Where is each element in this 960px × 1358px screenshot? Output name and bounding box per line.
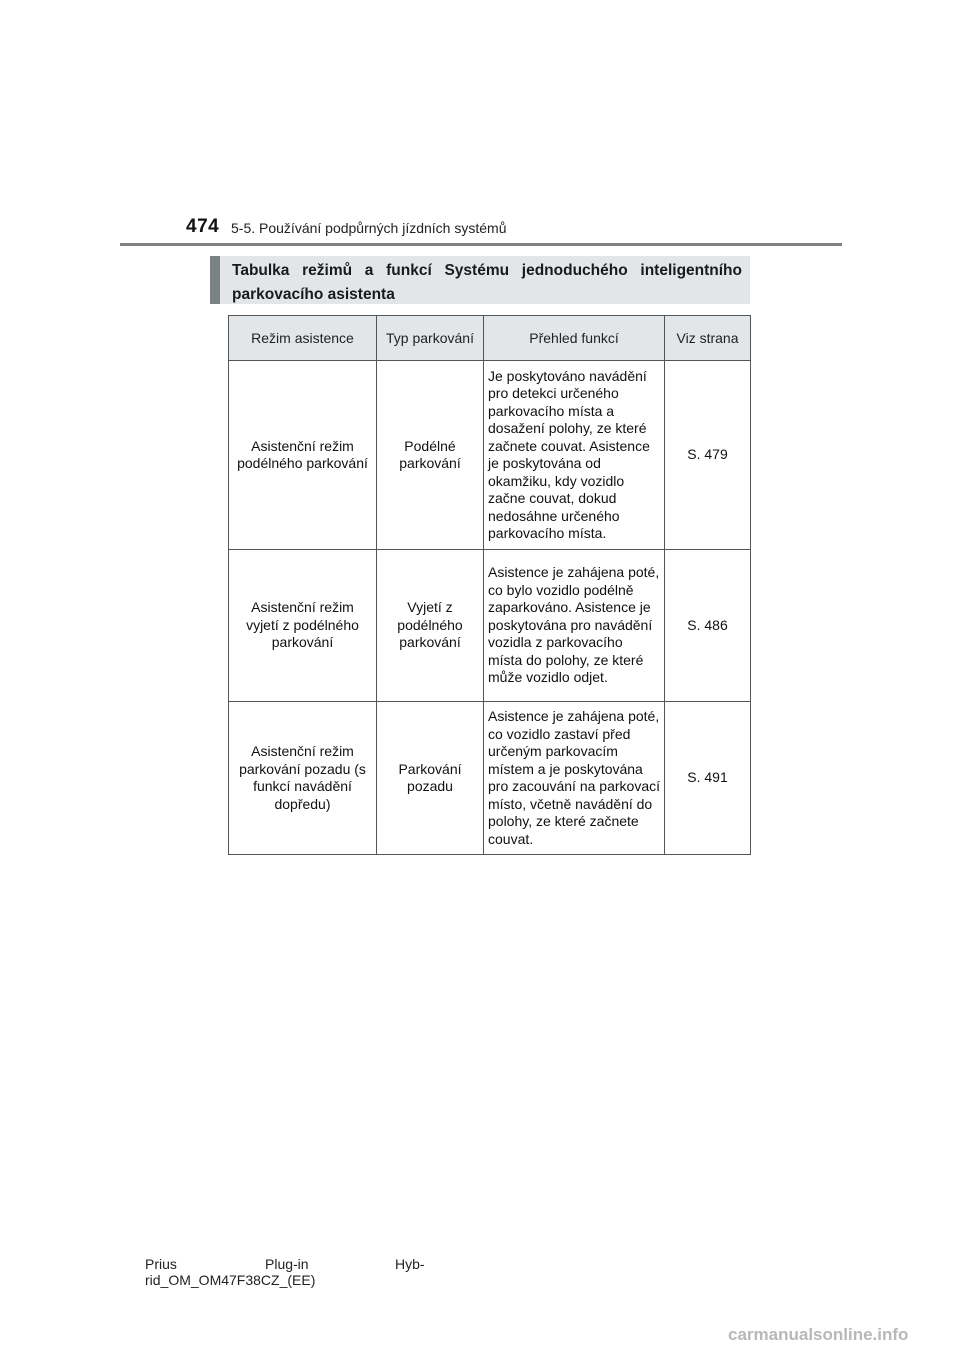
table-row: [229, 702, 751, 855]
table-row: [229, 550, 751, 702]
footer-plugin: Plug-in: [265, 1256, 309, 1272]
cell-type: Podélné parkování: [377, 361, 484, 550]
cell-mode: Asistenční režim podélného parkování: [229, 361, 377, 550]
footer-model: Prius: [145, 1256, 177, 1272]
cell-page: S. 491: [665, 702, 751, 855]
table-header-row: [229, 316, 751, 361]
cell-overview: Asistence je zahájena poté, co vozidlo zastaví před určeným parkovacím místem a je poskytována pro zacouvání na parkovací místo, včetně navádění do polohy, ze které začnete couvat.: [484, 702, 665, 855]
watermark: carmanualsonline.info: [728, 1325, 909, 1344]
col-header-overview: Přehled funkcí: [484, 316, 665, 361]
box-heading: [210, 256, 750, 304]
footer-code: rid_OM_OM47F38CZ_(EE): [145, 1272, 316, 1288]
footer-hyb: Hyb-: [395, 1256, 425, 1272]
box-heading-text: Tabulka režimů a funkcí Systému jednoduchého inteligentního parkovacího asistenta: [232, 262, 742, 303]
header-rule: [120, 243, 842, 246]
cell-overview: Asistence je zahájena poté, co bylo vozidlo podélně zaparkováno. Asistence je poskytována pro navádění vozidla z parkovacího místa do polohy, ze které může vozidlo odjet.: [484, 550, 665, 702]
col-header-mode: Režim asistence: [229, 316, 377, 361]
cell-overview: Je poskytováno navádění pro detekci určeného parkovacího místa a dosažení polohy, ze které začnete couvat. Asistence je poskytována od okamžiku, kdy vozidlo začne couvat, dokud nedosáhne určeného parkovacího místa.: [484, 361, 665, 550]
cell-type: Parkování pozadu: [377, 702, 484, 855]
cell-mode: Asistenční režim parkování pozadu (s funkcí navádění dopředu): [229, 702, 377, 855]
modes-table: [228, 315, 751, 855]
page-number: 474: [186, 216, 220, 237]
cell-mode: Asistenční režim vyjetí z podélného parkování: [229, 550, 377, 702]
cell-type: Vyjetí z podélného parkování: [377, 550, 484, 702]
col-header-type: Typ parkování: [377, 316, 484, 361]
cell-page: S. 479: [665, 361, 751, 550]
table-row: [229, 361, 751, 550]
cell-page: S. 486: [665, 550, 751, 702]
footer-doc-id: [145, 1256, 425, 1288]
section-title: 5-5. Používání podpůrných jízdních systémů: [231, 220, 507, 236]
col-header-page: Viz strana: [665, 316, 751, 361]
